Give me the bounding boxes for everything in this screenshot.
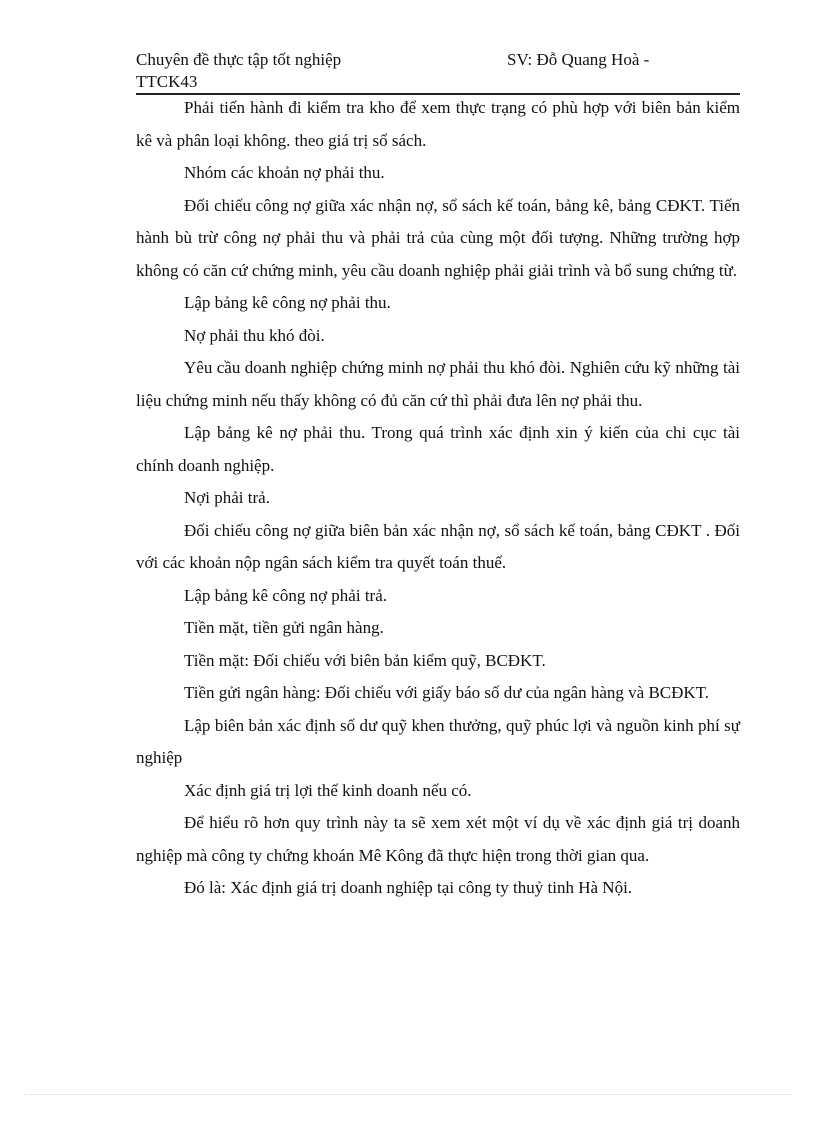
paragraph: Đối chiếu công nợ giữa xác nhận nợ, sổ sách kế toán, bảng kê, bảng CĐKT. Tiến hành bù trừ công nợ phải thu và phải trả của cùng một đối tượng. Những trường hợp không có căn cứ chứng minh, yêu cầu doanh nghiệp phải giải trình và bổ sung chứng từ. [136,195,740,280]
paragraph: Nợ phải thu khó đòi. [184,325,325,345]
page-header [136,49,740,95]
paragraph: Nợi phải trả. [184,488,270,507]
paragraph: Tiền gửi ngân hàng: Đối chiếu với giấy báo số dư của ngân hàng và BCĐKT. [184,683,710,702]
paragraph: Lập bảng kê nợ phải thu. Trong quá trình xác định xin ý kiến của chi cục tài chính doanh nghiệp. [136,423,740,475]
paragraph: Lập bảng kê công nợ phải thu. [184,293,391,312]
paragraph: Nhóm các khoản nợ phải thu. [184,163,385,182]
paragraph: Tiền mặt, tiền gửi ngân hàng. [184,618,384,637]
paragraph: Yêu cầu doanh nghiệp chứng minh nợ phải thu khó đòi. Nghiên cứu kỹ những tài liệu chứng minh nếu thấy không có đủ căn cứ thì phải đưa lên nợ phải thu. [136,358,740,410]
paragraph: Lập bảng kê công nợ phải trả. [184,585,388,605]
paragraph: Đó là: Xác định giá trị doanh nghiệp tại công ty thuỷ tinh Hà Nội. [184,878,633,897]
paragraph: Tiền mặt: Đối chiếu với biên bản kiểm quỹ, BCĐKT. [184,650,546,670]
document-body [136,92,740,905]
header-student: SV: Đỗ Quang Hoà - [507,50,650,69]
paragraph: Xác định giá trị lợi thế kinh doanh nếu có. [184,780,472,800]
paragraph: Lập biên bản xác định số dư quỹ khen thưởng, quỹ phúc lợi và nguồn kinh phí sự nghiệp [136,715,740,767]
paragraph: Đối chiếu công nợ giữa biên bản xác nhận nợ, sổ sách kế toán, bảng CĐKT . Đối với các khoản nộp ngân sách kiểm tra quyết toán thuế. [136,520,740,572]
header-title: Chuyên đề thực tập tốt nghiệp [136,50,342,69]
paragraph: Để hiểu rõ hơn quy trình này ta sẽ xem xét một ví dụ về xác định giá trị doanh nghiệp mà công ty chứng khoán Mê Kông đã thực hiện trong thời gian qua. [136,813,740,865]
page-bottom-divider [24,1094,792,1095]
header-class: TTCK43 [136,72,198,91]
paragraph: Phải tiến hành đi kiểm tra kho để xem thực trạng có phù hợp với biên bản kiểm kê và phân loại không. theo giá trị sổ sách. [136,98,740,150]
